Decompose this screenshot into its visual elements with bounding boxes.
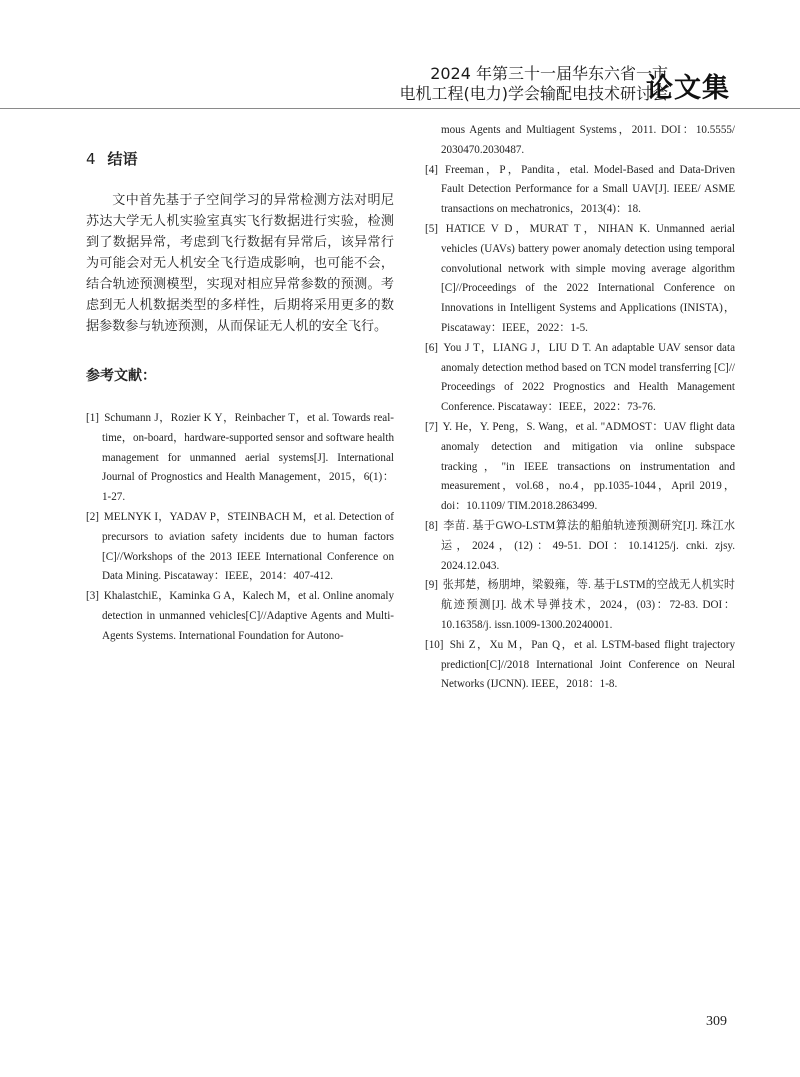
section-heading (86, 148, 394, 172)
reference-text: 张邦楚，杨朋坤，梁毅雍，等. 基于LSTM的空战无人机实时航迹预测[J]. 战术导弹技术，2024，(03)：72-83. DOI：10.16358/j. issn.1009-1300.20240001. (441, 579, 735, 631)
section-number: 4 (86, 150, 96, 168)
running-header (0, 0, 800, 110)
reference-tag: [7] (425, 420, 438, 433)
reference-tag: [8] (425, 519, 438, 532)
reference-item (425, 576, 735, 635)
reference-item (86, 409, 394, 508)
header-divider (0, 108, 800, 109)
reference-tag: [9] (425, 579, 438, 592)
reference-continuation: mous Agents and Multiagent Systems，2011. DOI：10.5555/ 2030470.2030487. (441, 124, 735, 156)
reference-text: KhalastchiE，Kaminka G A，Kalech M，et al. Online anomaly detection in unmanned vehicles[C]//Adaptive Agents and Multi-Agents Systems. International Foundation for Autono- (102, 590, 394, 642)
reference-tag: [2] (86, 510, 99, 523)
reference-item (425, 636, 735, 695)
reference-item (425, 161, 735, 220)
page-number: 309 (706, 1014, 727, 1029)
reference-item (425, 418, 735, 517)
reference-item (86, 508, 394, 587)
reference-item (425, 220, 735, 339)
reference-text: HATICE V D，MURAT T，NIHAN K. Unmanned aerial vehicles (UAVs) battery power anomaly detection using temporal convolutional network with simple moving average algorithm [C]//Proceedings of the 2022 International Conference on Innovations in Intelligent Systems and Applications (INISTA)，Piscataway：IEEE，2022：1-5. (441, 222, 735, 334)
reference-text: Shi Z，Xu M，Pan Q，et al. LSTM-based flight trajectory prediction[C]//2018 International Joint Conference on Neural Networks (IJCNN). IEEE，2018：1-8. (441, 638, 735, 691)
reference-tag: [6] (425, 341, 438, 354)
reference-text: MELNYK I，YADAV P，STEINBACH M，et al. Detection of precursors to aviation safety incidents due to human factors [C]//Workshops of the 2013 IEEE International Conference on Data Mining. Piscataway：IEEE，2014：407-412. (102, 510, 395, 583)
reference-tag: [4] (425, 163, 438, 176)
reference-text: Y. He，Y. Peng，S. Wang，et al. "ADMOST：UAV flight data anomaly detection and mitigation via online subspace tracking，"in IEEE transactions on instrumentation and measurement，vol.68，no.4，pp.1035-1044，April 2019，doi：10.1109/ TIM.2018.2863499. (441, 420, 735, 513)
reference-tag: [10] (425, 638, 444, 651)
conference-title-line2: 电机工程(电力)学会输配电技术研讨会 (399, 84, 668, 103)
conclusion-paragraph: 文中首先基于子空间学习的异常检测方法对明尼苏达大学无人机实验室真实飞行数据进行实验，检测到了数据异常，考虑到飞行数据有异常后，该异常行为可能会对无人机安全飞行造成影响，也可能不会，结合轨迹预测模型，实现对相应异常参数的预测。考虑到无人机数据类型的多样性，后期将采用更多的数据参数参与轨迹预测，从而保证无人机的安全飞行。 (86, 193, 394, 334)
reference-text: 李苗. 基于GWO-LSTM算法的船舶轨迹预测研究[J]. 珠江水运，2024，(12)：49-51. DOI：10.14125/j. cnki. zjsy. 2024.12.043. (441, 519, 736, 572)
conclusion-text (86, 190, 394, 337)
reference-item (425, 339, 735, 418)
left-column (86, 140, 394, 647)
reference-item (86, 587, 394, 646)
reference-text: Schumann J，Rozier K Y，Reinbacher T，et al. Towards real-time，on-board，hardware-supported sensor and software health management for unmanned aerial systems[J]. International Journal of Prognostics and Health Management，2015，6(1)：1-27. (102, 412, 394, 504)
conference-title-line1: 2024 年第三十一届华东六省一市 (430, 64, 668, 83)
reference-tag: [5] (425, 222, 438, 235)
reference-text: You J T，LIANG J，LIU D T. An adaptable UAV sensor data anomaly detection method based on TCN model transferring [C]// Proceedings of 2022 Prognostics and Health Management Conference. Piscataway：IEEE，2022：73-76. (441, 341, 735, 414)
reference-item (425, 517, 735, 576)
section-title: 结语 (107, 150, 138, 168)
conference-title (400, 64, 669, 104)
right-column (425, 121, 735, 695)
reference-tag: [1] (86, 412, 99, 424)
reference-text: Freeman，P，Pandita，etal. Model-Based and Data-Driven Fault Detection Performance for a Small UAV[J]. IEEE/ ASME transactions on mechatronics，2013(4)：18. (441, 163, 735, 216)
reference-tag: [3] (86, 590, 99, 603)
reference-list-left (86, 409, 394, 647)
references-heading: 参考文献： (86, 368, 156, 384)
proceedings-label: 论文集 (646, 73, 730, 104)
